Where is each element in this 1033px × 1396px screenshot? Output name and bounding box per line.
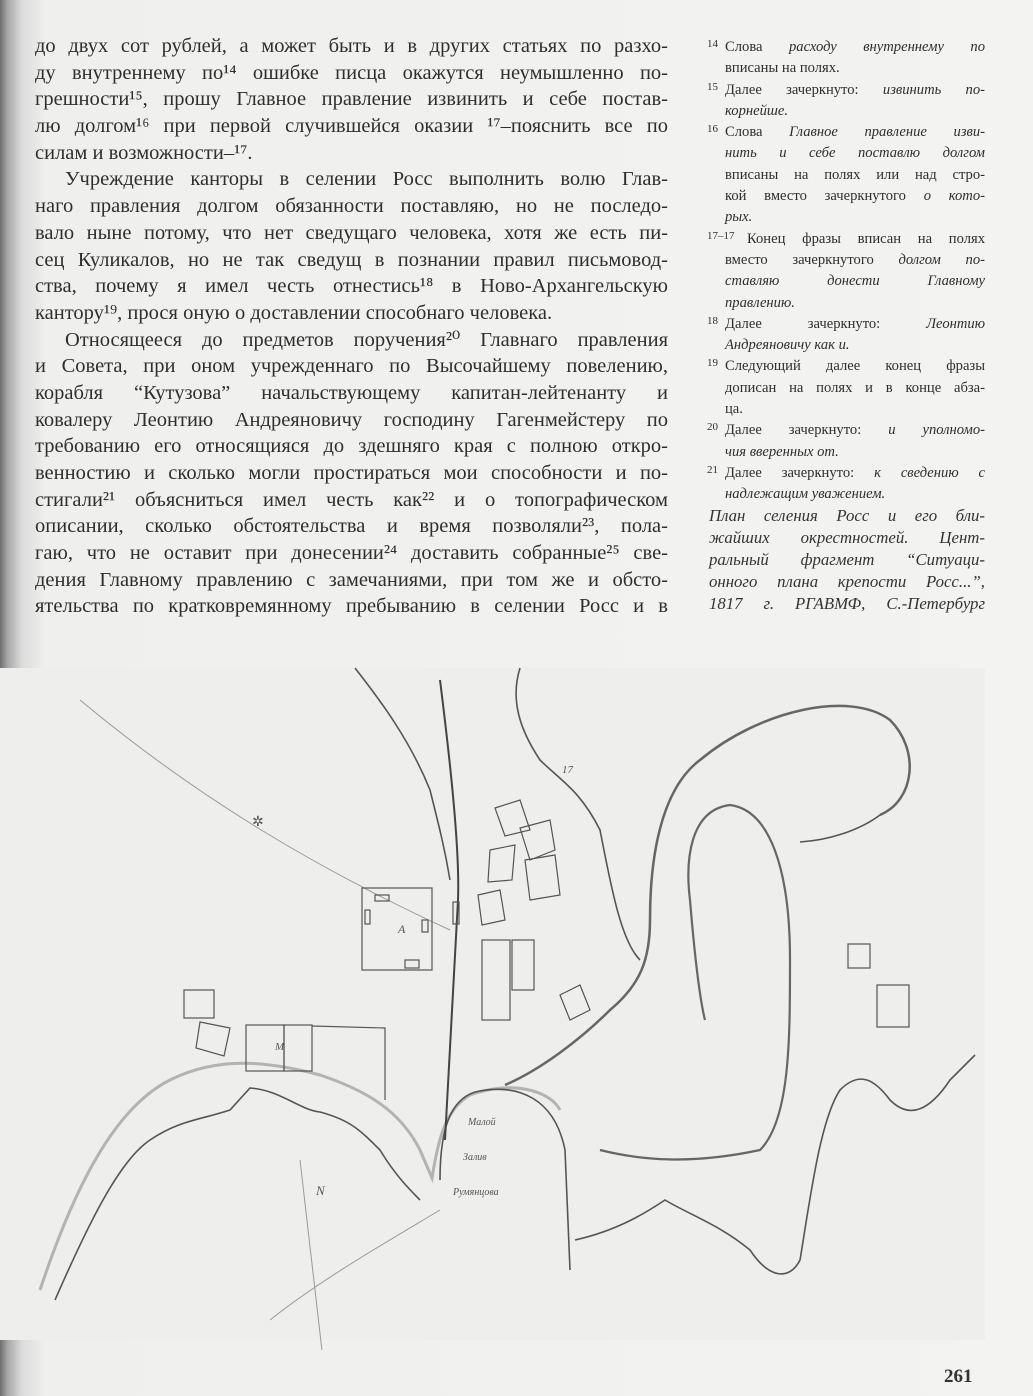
- text-line: ковалеру Леонтию Андреяновичу господину Гагенмейстеру по: [35, 408, 668, 431]
- footnote-italic: Андреяновичу как и.: [725, 337, 850, 354]
- text-line: гаю, что не оставит при донесении²⁴ доставить собранные²⁵ све-: [35, 542, 668, 565]
- footnote-italic: рых.: [725, 209, 753, 226]
- map-label-m: М: [275, 1041, 285, 1053]
- text-line: стигали²¹ объясниться имел честь как²² и о топографическом: [35, 488, 668, 511]
- footnote-number: 21: [707, 463, 718, 476]
- footnote-line: [725, 229, 985, 250]
- footnote-italic: Леонтию: [926, 315, 985, 332]
- map-label-bay-3: Румянцова: [453, 1187, 499, 1198]
- footnote-plain: вместо зачеркнутого: [725, 251, 899, 268]
- footnote-line: [725, 207, 985, 228]
- map-label-north: N: [316, 1183, 325, 1198]
- footnote-line: [725, 58, 985, 79]
- text-line: и Совета, при оном учрежденнаго по Высочайшему повелению,: [35, 355, 668, 378]
- text-line: лю долгом¹⁶ при первой случившейся оказии ¹⁷–пояснить все по: [35, 115, 668, 138]
- caption-line: жайших окрестностей. Цент-: [709, 528, 985, 547]
- footnote-line: [725, 484, 985, 505]
- footnote-italic: нить и себе поставлю долгом: [725, 145, 985, 162]
- footnote-italic: ставляю донести Главному: [725, 273, 985, 290]
- windmill-icon: ✲: [252, 815, 264, 830]
- footnote-line: [725, 122, 985, 143]
- footnote-line: [725, 314, 985, 335]
- footnote: [707, 314, 985, 357]
- footnote-number: 16: [707, 123, 718, 136]
- text-line: Относящееся до предметов поручения²⁰ Главнаго правления: [65, 328, 668, 351]
- text-line: ду внутреннему по¹⁴ ошибке писца окажутся неумышленно по-: [35, 61, 668, 84]
- footnote: [707, 356, 985, 420]
- text-line: дения Главному правлению с замечаниями, при том же и обсто-: [35, 568, 668, 591]
- text-line: вало ныне потому, что нет сведущаго человека, хотя же есть пи-: [35, 221, 668, 244]
- footnote-italic: и уполномо-: [888, 422, 985, 439]
- text-line: наго правления долгом обязанности поставляю, но не последо-: [35, 195, 668, 218]
- footnote-number: 15: [707, 80, 718, 93]
- caption-line: онного плана крепости Росс...”,: [709, 572, 985, 591]
- footnote-line: [725, 463, 985, 484]
- text-line: кантору¹⁹, прося оную о доставлении способнаго человека.: [35, 301, 553, 324]
- footnote-number: 18: [707, 314, 718, 327]
- footnote-plain: Далее зачеркнуто:: [725, 464, 875, 481]
- caption-line: ральный фрагмент “Ситуаци-: [709, 550, 985, 569]
- footnote-plain: кой вместо зачеркнутого: [725, 188, 924, 205]
- footnote-plain: Следующий далее конец фразы: [725, 358, 985, 375]
- footnote-line: [725, 378, 985, 399]
- text-line: корабля “Кутузова” начальствующему капитан-лейтенанту и: [35, 381, 668, 404]
- footnote: [707, 80, 985, 123]
- footnote-italic: корнейше.: [725, 102, 789, 119]
- footnote-italic: правлению.: [725, 294, 795, 311]
- text-line: Учреждение канторы в селении Росс выполнить волю Глав-: [65, 168, 668, 191]
- footnote-number: 17–17: [707, 229, 735, 242]
- footnote-line: [725, 442, 985, 463]
- footnote: [707, 122, 985, 228]
- footnote-italic: Главное правление изви-: [789, 124, 986, 141]
- footnote-italic: расходу внутреннему по: [788, 39, 986, 55]
- footnote-line: [725, 356, 985, 377]
- footnote-plain: Конец фразы вписан на полях: [747, 230, 985, 247]
- footnote-italic: к сведению с: [874, 464, 985, 481]
- footnote-plain: вписаны на полях или над стро-: [725, 166, 985, 183]
- text-line: описании, сколько обстоятельства и время позволяли²³, пола-: [35, 515, 668, 538]
- footnote-line: [725, 80, 985, 101]
- footnote-plain: вписаны на полях.: [725, 60, 840, 77]
- footnotes: [707, 37, 985, 506]
- text-line: ства, почему я имел честь отнестись¹⁸ в Ново-Архангельскую: [35, 275, 668, 298]
- main-text: [35, 33, 668, 620]
- footnote: [707, 229, 985, 314]
- map-paper: [0, 668, 985, 1340]
- footnote-italic: чия вверенных от.: [725, 443, 839, 460]
- footnote-line: [725, 101, 985, 122]
- page-number: 261: [944, 1366, 973, 1387]
- footnote-line: [725, 399, 985, 420]
- footnote-line: [725, 143, 985, 164]
- footnote-line: [725, 420, 985, 441]
- historical-map-ross-settlement: [0, 640, 1000, 1350]
- text-line: силам и возможности–¹⁷.: [35, 141, 253, 164]
- footnote-plain: Далее зачеркнуто:: [725, 81, 883, 98]
- text-line: грешности¹⁵, прошу Главное правление извинить и себе постав-: [35, 88, 668, 111]
- footnote-plain: Далее зачеркнуто:: [725, 422, 889, 439]
- footnote: [707, 463, 985, 506]
- footnote-number: 19: [707, 357, 718, 370]
- figure-caption: [709, 505, 985, 615]
- caption-line: 1817 г. РГАВМФ, С.-Петербург: [709, 594, 985, 613]
- footnote-italic: извинить по-: [882, 81, 985, 98]
- footnote-line: [725, 335, 985, 356]
- text-line: до двух сот рублей, а может быть и в других статьях по разхо-: [35, 35, 668, 57]
- footnote-number: 20: [707, 421, 718, 434]
- footnote-italic: о кото-: [923, 188, 985, 205]
- text-line: сец Куликалов, но не так сведущ в познании правил письмовод-: [35, 248, 668, 271]
- footnote-plain: Слова: [725, 39, 789, 55]
- footnote-line: [725, 271, 985, 292]
- text-line: требованию его относящияся до здешняго края с полною откро-: [35, 435, 668, 458]
- footnote: [707, 37, 985, 80]
- map-label-bay-1: Малой: [468, 1117, 496, 1128]
- footnote-line: [725, 186, 985, 207]
- footnote-plain: Слова: [725, 124, 790, 141]
- caption-line: План селения Росс и его бли-: [709, 506, 985, 525]
- footnote-line: [725, 165, 985, 186]
- map-label-bay-2: Залив: [463, 1152, 487, 1163]
- footnote-plain: Далее зачеркнуто:: [725, 315, 927, 332]
- text-line: венностию и сколько могли простираться мои способности и по-: [35, 462, 668, 484]
- text-line: ятельства по кратковремянному пребыванию в селении Росс и в: [35, 595, 668, 618]
- footnote: [707, 420, 985, 463]
- footnote-plain: ца.: [725, 401, 743, 418]
- footnote-line: [725, 250, 985, 271]
- footnote-italic: надлежащим уважением.: [725, 486, 886, 503]
- map-label-17: 17: [562, 764, 573, 776]
- footnote-italic: долгом по-: [898, 251, 986, 268]
- footnote-plain: дописан на полях и в конце абза-: [725, 379, 985, 396]
- footnote-line: [725, 293, 985, 314]
- map-label-fort: А: [398, 922, 406, 936]
- footnote-line: [725, 37, 985, 58]
- footnote-number: 14: [707, 38, 718, 50]
